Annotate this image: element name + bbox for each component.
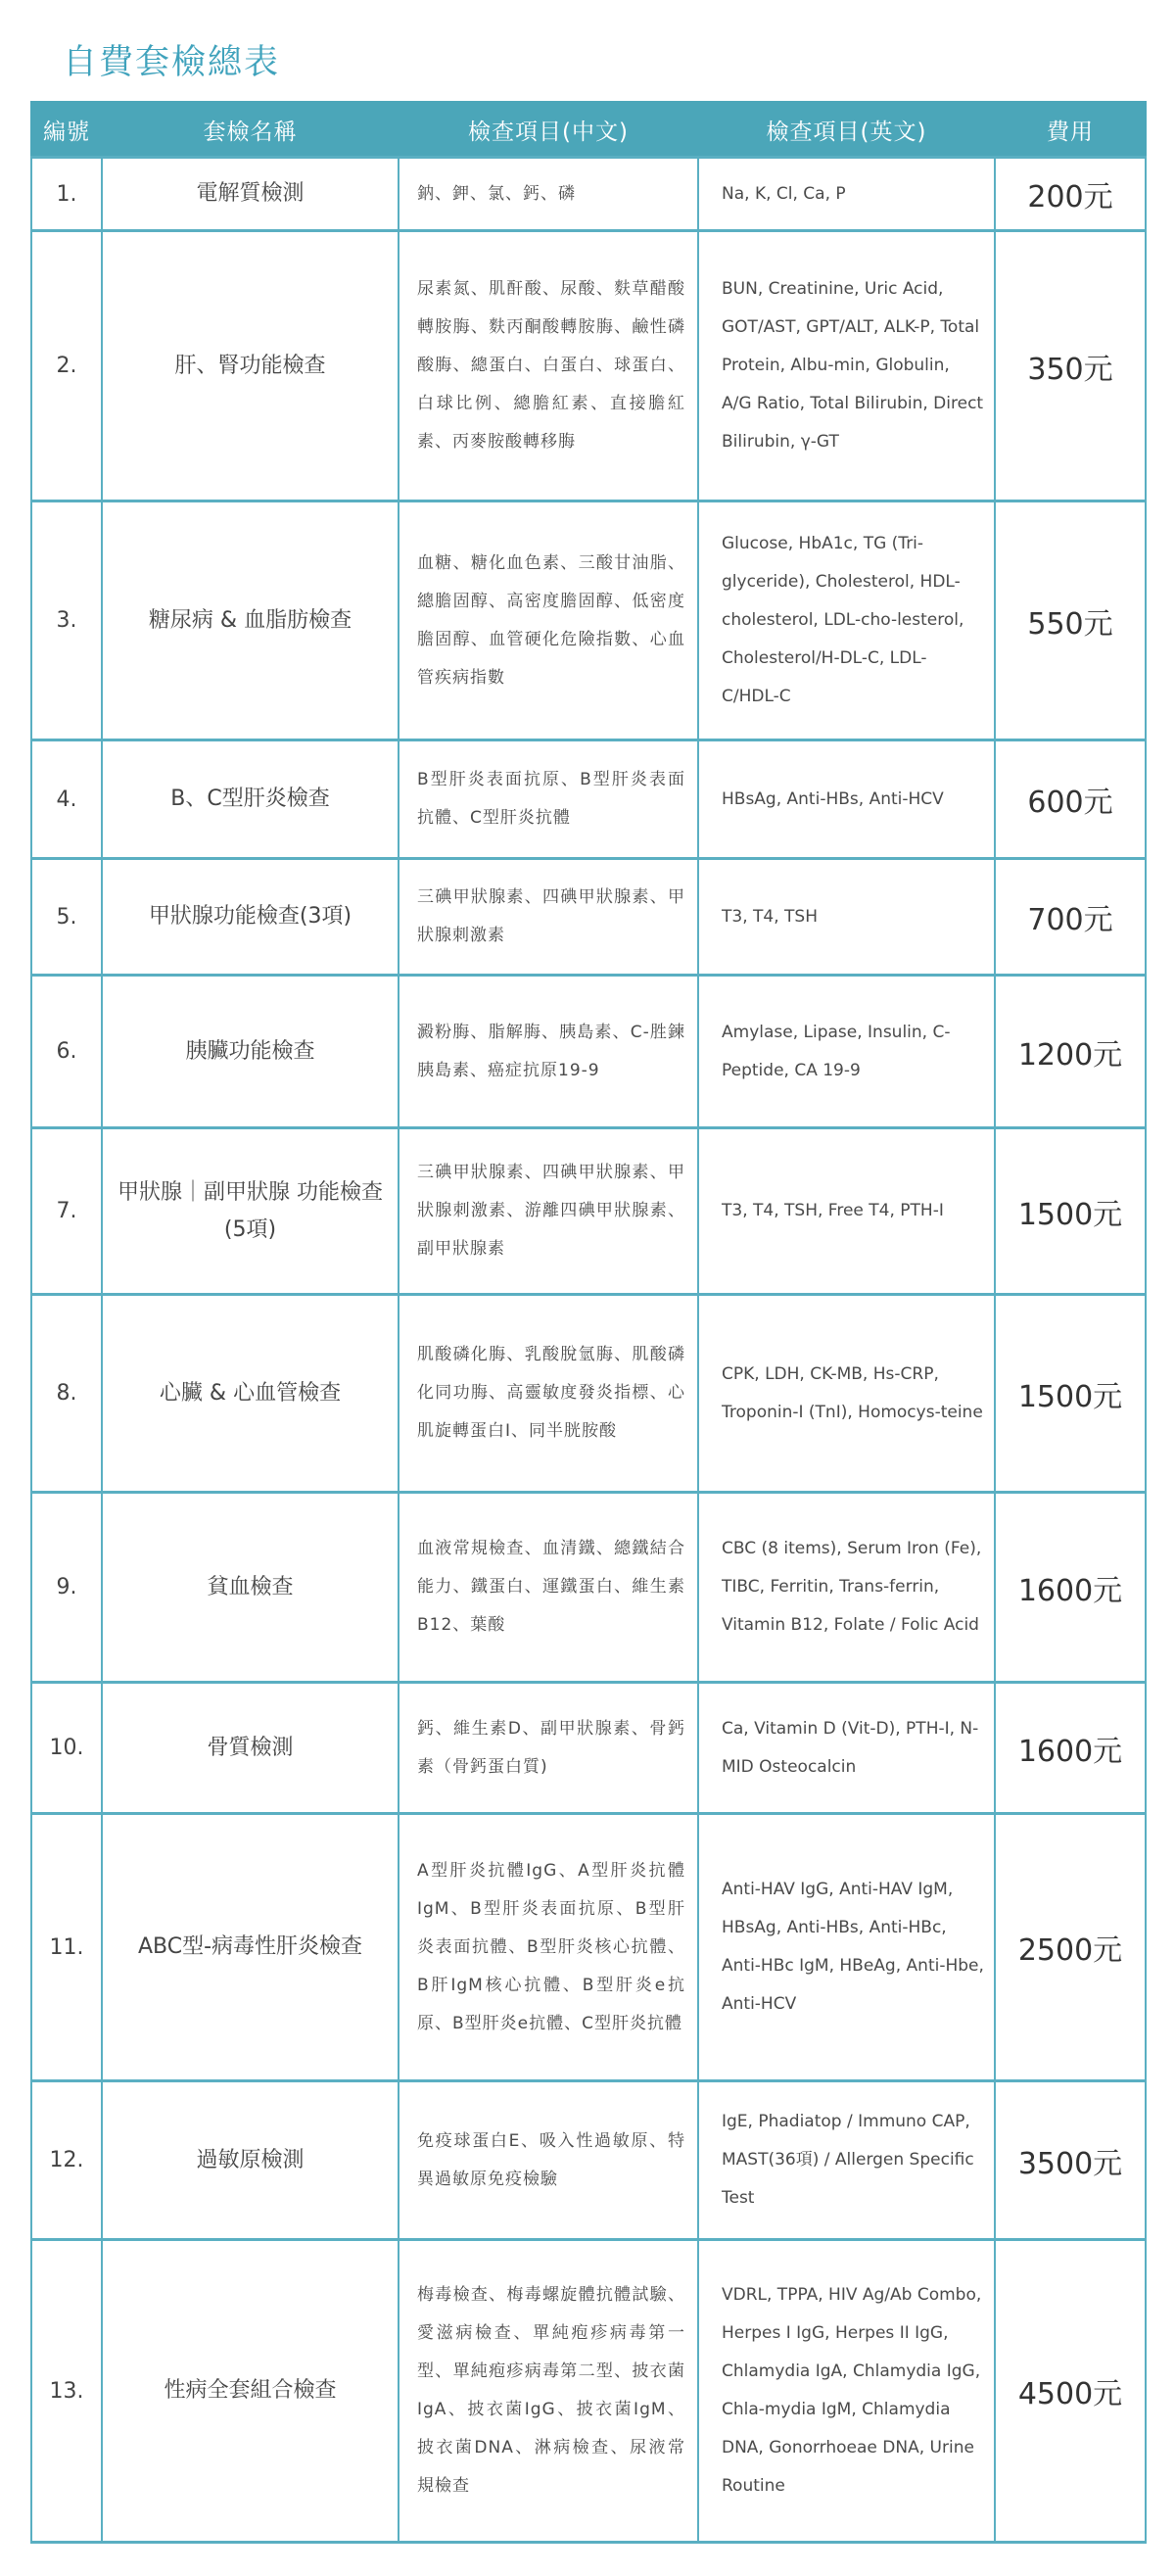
row-number: 13. bbox=[31, 2240, 102, 2543]
items-en: Amylase, Lipase, Insulin, C-Peptide, CA 19-9 bbox=[698, 976, 995, 1128]
package-name: B、C型肝炎檢查 bbox=[102, 740, 399, 859]
items-en: CBC (8 items), Serum Iron (Fe), TIBC, Ferritin, Trans-ferrin, Vitamin B12, Folate / Folic Acid bbox=[698, 1493, 995, 1683]
fee: 550元 bbox=[995, 501, 1146, 740]
table-row bbox=[31, 2240, 1146, 2543]
column-header-items-zh: 檢查項目(中文) bbox=[399, 102, 698, 158]
items-zh: 鈉、鉀、氯、鈣、磷 bbox=[399, 158, 698, 231]
items-en: Ca, Vitamin D (Vit-D), PTH-I, N-MID Osteocalcin bbox=[698, 1683, 995, 1814]
row-number: 4. bbox=[31, 740, 102, 859]
items-en: Glucose, HbA1c, TG (Tri-glyceride), Cholesterol, HDL-cholesterol, LDL-cho-lesterol, Cholesterol/H-DL-C, LDL-C/HDL-C bbox=[698, 501, 995, 740]
items-zh: 免疫球蛋白E、吸入性過敏原、特異過敏原免疫檢驗 bbox=[399, 2081, 698, 2240]
package-name: 電解質檢測 bbox=[102, 158, 399, 231]
fee: 600元 bbox=[995, 740, 1146, 859]
items-en: BUN, Creatinine, Uric Acid, GOT/AST, GPT/ALT, ALK-P, Total Protein, Albu-min, Globulin, A/G Ratio, Total Bilirubin, Direct Bilirubin, γ-GT bbox=[698, 231, 995, 501]
fee: 350元 bbox=[995, 231, 1146, 501]
fee: 4500元 bbox=[995, 2240, 1146, 2543]
fee: 200元 bbox=[995, 158, 1146, 231]
items-en: HBsAg, Anti-HBs, Anti-HCV bbox=[698, 740, 995, 859]
items-zh: 血液常規檢查、血清鐵、總鐵結合能力、鐵蛋白、運鐵蛋白、維生素B12、葉酸 bbox=[399, 1493, 698, 1683]
items-en: Anti-HAV IgG, Anti-HAV IgM, HBsAg, Anti-HBs, Anti-HBc, Anti-HBc IgM, HBeAg, Anti-Hbe, Anti-HCV bbox=[698, 1814, 995, 2081]
package-name: 心臟 & 心血管檢查 bbox=[102, 1295, 399, 1493]
row-number: 5. bbox=[31, 859, 102, 976]
row-number: 12. bbox=[31, 2081, 102, 2240]
package-name: 骨質檢測 bbox=[102, 1683, 399, 1814]
column-header-fee: 費用 bbox=[995, 102, 1146, 158]
package-name: 貧血檢查 bbox=[102, 1493, 399, 1683]
items-en: Na, K, Cl, Ca, P bbox=[698, 158, 995, 231]
fee: 1600元 bbox=[995, 1493, 1146, 1683]
row-number: 11. bbox=[31, 1814, 102, 2081]
package-name: ABC型-病毒性肝炎檢查 bbox=[102, 1814, 399, 2081]
items-zh: 三碘甲狀腺素、四碘甲狀腺素、甲狀腺刺激素、游離四碘甲狀腺素、副甲狀腺素 bbox=[399, 1128, 698, 1295]
fee: 1200元 bbox=[995, 976, 1146, 1128]
package-name: 過敏原檢測 bbox=[102, 2081, 399, 2240]
column-header-name: 套檢名稱 bbox=[102, 102, 399, 158]
table-row bbox=[31, 1683, 1146, 1814]
items-zh: 肌酸磷化脢、乳酸脫氫脢、肌酸磷化同功脢、高靈敏度發炎指標、心肌旋轉蛋白I、同半胱胺酸 bbox=[399, 1295, 698, 1493]
items-en: IgE, Phadiatop / Immuno CAP, MAST(36項) / Allergen Specific Test bbox=[698, 2081, 995, 2240]
package-name: 甲狀腺功能檢查(3項) bbox=[102, 859, 399, 976]
row-number: 3. bbox=[31, 501, 102, 740]
items-zh: 澱粉脢、脂解脢、胰島素、C-胜鍊胰島素、癌症抗原19-9 bbox=[399, 976, 698, 1128]
items-zh: 梅毒檢查、梅毒螺旋體抗體試驗、愛滋病檢查、單純疱疹病毒第一型、單純疱疹病毒第二型、披衣菌IgA、披衣菌IgG、披衣菌IgM、披衣菌DNA、淋病檢查、尿液常規檢查 bbox=[399, 2240, 698, 2543]
row-number: 10. bbox=[31, 1683, 102, 1814]
fee: 1600元 bbox=[995, 1683, 1146, 1814]
fee: 2500元 bbox=[995, 1814, 1146, 2081]
column-header-no: 編號 bbox=[31, 102, 102, 158]
package-name: 性病全套組合檢查 bbox=[102, 2240, 399, 2543]
items-zh: 鈣、維生素D、副甲狀腺素、骨鈣素（骨鈣蛋白質) bbox=[399, 1683, 698, 1814]
row-number: 2. bbox=[31, 231, 102, 501]
fee: 1500元 bbox=[995, 1128, 1146, 1295]
items-zh: B型肝炎表面抗原、B型肝炎表面抗體、C型肝炎抗體 bbox=[399, 740, 698, 859]
package-name: 肝、腎功能檢查 bbox=[102, 231, 399, 501]
page-title: 自費套檢總表 bbox=[63, 43, 281, 82]
table-row bbox=[31, 158, 1146, 231]
items-zh: 尿素氮、肌酐酸、尿酸、麩草醋酸轉胺脢、麩丙酮酸轉胺脢、鹼性磷酸脢、總蛋白、白蛋白、球蛋白、白球比例、總膽紅素、直接膽紅素、丙麥胺酸轉移脢 bbox=[399, 231, 698, 501]
fee: 3500元 bbox=[995, 2081, 1146, 2240]
row-number: 8. bbox=[31, 1295, 102, 1493]
row-number: 6. bbox=[31, 976, 102, 1128]
items-zh: 三碘甲狀腺素、四碘甲狀腺素、甲狀腺刺激素 bbox=[399, 859, 698, 976]
row-number: 7. bbox=[31, 1128, 102, 1295]
table-row bbox=[31, 1295, 1146, 1493]
table-row bbox=[31, 501, 1146, 740]
table-row bbox=[31, 1814, 1146, 2081]
table-row bbox=[31, 1493, 1146, 1683]
table-row bbox=[31, 976, 1146, 1128]
row-number: 1. bbox=[31, 158, 102, 231]
table-row bbox=[31, 2081, 1146, 2240]
items-en: CPK, LDH, CK-MB, Hs-CRP, Troponin-I (TnI), Homocys-teine bbox=[698, 1295, 995, 1493]
fee: 1500元 bbox=[995, 1295, 1146, 1493]
table-row bbox=[31, 231, 1146, 501]
table-row bbox=[31, 740, 1146, 859]
package-name: 胰臟功能檢查 bbox=[102, 976, 399, 1128]
table-row bbox=[31, 859, 1146, 976]
items-en: T3, T4, TSH, Free T4, PTH-I bbox=[698, 1128, 995, 1295]
column-header-items-en: 檢查項目(英文) bbox=[698, 102, 995, 158]
table-row bbox=[31, 1128, 1146, 1295]
items-en: T3, T4, TSH bbox=[698, 859, 995, 976]
fee: 700元 bbox=[995, 859, 1146, 976]
items-en: VDRL, TPPA, HIV Ag/Ab Combo, Herpes I IgG, Herpes II IgG, Chlamydia IgA, Chlamydia IgG, Chla-mydia IgM, Chlamydia DNA, Gonorrhoeae DNA, Urine Routine bbox=[698, 2240, 995, 2543]
package-name: 甲狀腺｜副甲狀腺 功能檢查(5項) bbox=[102, 1128, 399, 1295]
row-number: 9. bbox=[31, 1493, 102, 1683]
table-body bbox=[31, 158, 1146, 2543]
package-name: 糖尿病 & 血脂肪檢查 bbox=[102, 501, 399, 740]
items-zh: A型肝炎抗體IgG、A型肝炎抗體IgM、B型肝炎表面抗原、B型肝炎表面抗體、B型肝炎核心抗體、B肝IgM核心抗體、B型肝炎e抗原、B型肝炎e抗體、C型肝炎抗體 bbox=[399, 1814, 698, 2081]
items-zh: 血糖、糖化血色素、三酸甘油脂、總膽固醇、高密度膽固醇、低密度膽固醇、血管硬化危險指數、心血管疾病指數 bbox=[399, 501, 698, 740]
table-header bbox=[31, 102, 1146, 158]
fee-table bbox=[30, 101, 1147, 2544]
